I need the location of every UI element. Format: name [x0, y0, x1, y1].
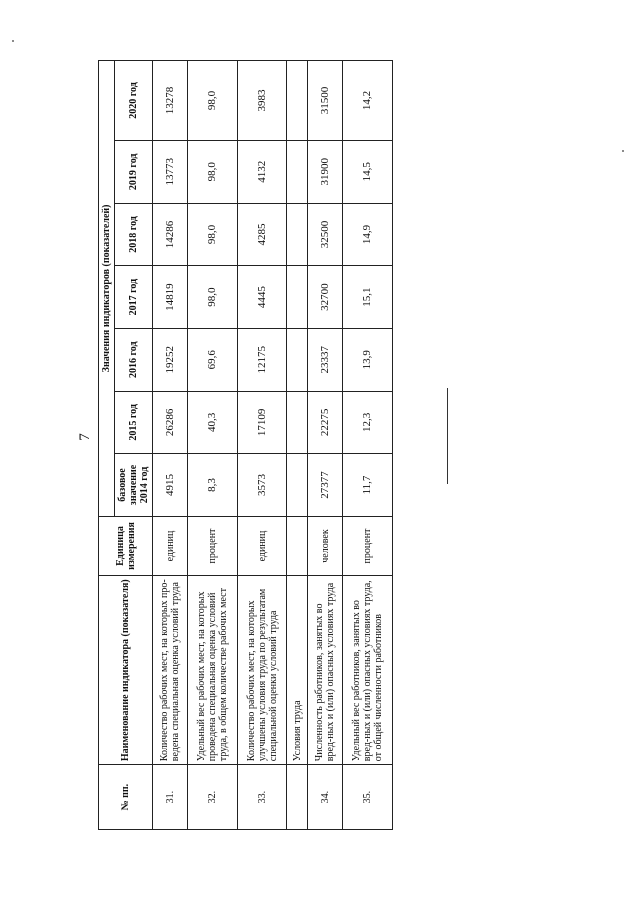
value-cell: 13,9 [343, 328, 393, 391]
indicator-name: Удельный вес работников, занятых во вред-ных и (или) опасных условиях труда, от общей численности работников [343, 576, 393, 765]
value-cell: 4132 [237, 140, 287, 203]
value-cell: 27377 [308, 454, 343, 517]
indicator-name: Количество рабочих мест, на которых про-ведена специальная оценка условий труда [153, 576, 188, 765]
value-cell: 4285 [237, 203, 287, 266]
section-empty-cell [287, 516, 308, 575]
value-cell: 98,0 [188, 61, 238, 141]
indicators-table [98, 60, 393, 830]
section-title: Условия труда [287, 576, 308, 765]
value-cell: 32500 [308, 203, 343, 266]
value-cell: 8,3 [188, 454, 238, 517]
section-num-empty [287, 765, 308, 830]
unit-cell: единиц [237, 516, 287, 575]
table-row [237, 61, 287, 830]
value-cell: 26286 [153, 391, 188, 454]
scan-speck [12, 40, 14, 42]
indicator-name: Удельный вес рабочих мест, на которых проведена специальная оценка условий труда, в общем количестве рабочих мест [188, 576, 238, 765]
value-cell: 14286 [153, 203, 188, 266]
value-cell: 32700 [308, 266, 343, 329]
value-cell: 14,2 [343, 61, 393, 141]
header-year: 2016 год [115, 328, 153, 391]
section-empty-cell [287, 328, 308, 391]
section-row [287, 61, 308, 830]
section-empty-cell [287, 266, 308, 329]
value-cell: 31900 [308, 140, 343, 203]
value-cell: 98,0 [188, 140, 238, 203]
header-num: № пп. [99, 765, 153, 830]
value-cell: 40,3 [188, 391, 238, 454]
value-cell: 69,6 [188, 328, 238, 391]
header-values-group: Значения индикаторов (показателей) [99, 61, 115, 517]
value-cell: 3983 [237, 61, 287, 141]
unit-cell: человек [308, 516, 343, 575]
header-year: базовое значение 2014 год [115, 454, 153, 517]
value-cell: 11,7 [343, 454, 393, 517]
unit-cell: процент [188, 516, 238, 575]
value-cell: 13773 [153, 140, 188, 203]
table-row [188, 61, 238, 830]
value-cell: 17109 [237, 391, 287, 454]
header-year: 2015 год [115, 391, 153, 454]
row-number: 31. [153, 765, 188, 830]
section-empty-cell [287, 61, 308, 141]
section-empty-cell [287, 203, 308, 266]
value-cell: 14,9 [343, 203, 393, 266]
section-empty-cell [287, 391, 308, 454]
value-cell: 19252 [153, 328, 188, 391]
value-cell: 23337 [308, 328, 343, 391]
value-cell: 22275 [308, 391, 343, 454]
table-row [343, 61, 393, 830]
value-cell: 14819 [153, 266, 188, 329]
page-number: 7 [77, 433, 93, 441]
value-cell: 12,3 [343, 391, 393, 454]
header-year: 2019 год [115, 140, 153, 203]
row-number: 35. [343, 765, 393, 830]
header-unit: Единица измерения [99, 516, 153, 575]
table-row [153, 61, 188, 830]
value-cell: 15,1 [343, 266, 393, 329]
header-year: 2017 год [115, 266, 153, 329]
value-cell: 4915 [153, 454, 188, 517]
unit-cell: процент [343, 516, 393, 575]
scan-speck [622, 150, 624, 152]
table-row [308, 61, 343, 830]
value-cell: 14,5 [343, 140, 393, 203]
value-cell: 98,0 [188, 203, 238, 266]
value-cell: 31500 [308, 61, 343, 141]
header-name: Наименование индикатора (показателя) [99, 576, 153, 765]
indicator-name: Численность работников, занятых во вред-ных и (или) опасных условиях труда [308, 576, 343, 765]
separator-line [447, 388, 448, 484]
value-cell: 13278 [153, 61, 188, 141]
unit-cell: единиц [153, 516, 188, 575]
rotated-table-container [98, 60, 393, 830]
value-cell: 4445 [237, 266, 287, 329]
row-number: 34. [308, 765, 343, 830]
section-empty-cell [287, 140, 308, 203]
indicator-name: Количество рабочих мест, на которых улучшены условия труда по результатам специальной оценки условий труда [237, 576, 287, 765]
row-number: 32. [188, 765, 238, 830]
header-year: 2018 год [115, 203, 153, 266]
header-year: 2020 год [115, 61, 153, 141]
section-empty-cell [287, 454, 308, 517]
value-cell: 12175 [237, 328, 287, 391]
value-cell: 98,0 [188, 266, 238, 329]
value-cell: 3573 [237, 454, 287, 517]
row-number: 33. [237, 765, 287, 830]
